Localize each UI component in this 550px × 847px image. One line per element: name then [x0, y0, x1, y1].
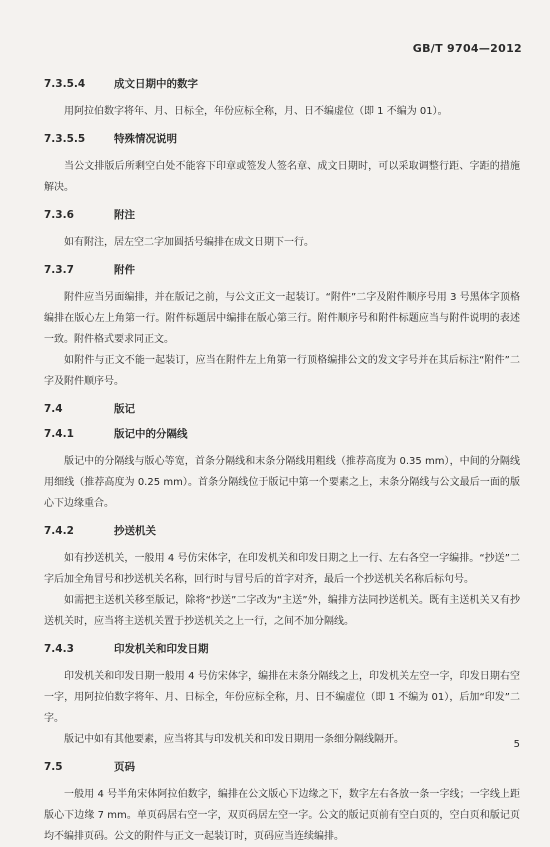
- section-number: 7.4.3: [44, 643, 74, 655]
- section-heading: [44, 76, 520, 92]
- section-number: 7.4.2: [44, 525, 74, 537]
- section-title: 特殊情况说明: [114, 133, 177, 145]
- page-number: 5: [513, 739, 520, 750]
- section-title: 版记: [114, 403, 135, 415]
- section-heading: [44, 401, 520, 417]
- section-title: 附件: [114, 264, 135, 276]
- paragraph: 当公文排版后所剩空白处不能容下印章或签发人签名章、成文日期时，可以采取调整行距、字距的措施解决。: [44, 161, 520, 193]
- section-number: 7.4: [44, 403, 63, 415]
- section-number: 7.3.6: [44, 209, 74, 221]
- section-number: 7.3.5.5: [44, 133, 86, 145]
- paragraph: 印发机关和印发日期一般用 4 号仿宋体字，编排在末条分隔线之上，印发机关左空一字，印发日期右空一字，用阿拉伯数字将年、月、日标全，年份应标全称，月、日不编虚位（即 1 不编为 01），后加“印发”二字。: [44, 671, 520, 724]
- section-heading: [44, 641, 520, 657]
- section-number: 7.3.7: [44, 264, 74, 276]
- section-title: 印发机关和印发日期: [114, 643, 209, 655]
- section-heading: [44, 262, 520, 278]
- section-number: 7.5: [44, 761, 63, 773]
- section-heading: [44, 207, 520, 223]
- standard-number-header: GB/T 9704—2012: [412, 42, 522, 55]
- section-heading: [44, 523, 520, 539]
- document-body: [44, 76, 520, 847]
- section-title: 附注: [114, 209, 135, 221]
- paragraph: 版记中的分隔线与版心等宽，首条分隔线和末条分隔线用粗线（推荐高度为 0.35 mm），中间的分隔线用细线（推荐高度为 0.25 mm）。首条分隔线位于版记中第一个要素之上，末条分隔线与公文最后一面的版心下边缘重合。: [44, 456, 520, 509]
- section-heading: [44, 426, 520, 442]
- paragraph: 附件应当另面编排，并在版记之前，与公文正文一起装订。“附件”二字及附件顺序号用 3 号黑体字顶格编排在版心左上角第一行。附件标题居中编排在版心第三行。附件顺序号和附件标题应当与附件说明的表述一致。附件格式要求同正文。: [44, 292, 520, 345]
- paragraph: 如有抄送机关，一般用 4 号仿宋体字，在印发机关和印发日期之上一行、左右各空一字编排。“抄送”二字后加全角冒号和抄送机关名称，回行时与冒号后的首字对齐，最后一个抄送机关名称后标句号。: [44, 553, 520, 585]
- paragraph: 用阿拉伯数字将年、月、日标全，年份应标全称，月、日不编虚位（即 1 不编为 01）。: [64, 106, 448, 117]
- section-title: 页码: [114, 761, 135, 773]
- paragraph: 一般用 4 号半角宋体阿拉伯数字，编排在公文版心下边缘之下，数字左右各放一条一字线；一字线上距版心下边缘 7 mm。单页码居右空一字，双页码居左空一字。公文的版记页前有空白页的，空白页和版记页均不编排页码。公文的附件与正文一起装订时，页码应当连续编排。: [44, 789, 520, 842]
- section-title: 抄送机关: [114, 525, 156, 537]
- paragraph: 版记中如有其他要素，应当将其与印发机关和印发日期用一条细分隔线隔开。: [64, 734, 404, 745]
- section-title: 成文日期中的数字: [114, 78, 198, 90]
- section-heading: [44, 759, 520, 775]
- paragraph: 如需把主送机关移至版记，除将“抄送”二字改为“主送”外，编排方法同抄送机关。既有主送机关又有抄送机关时，应当将主送机关置于抄送机关之上一行，之间不加分隔线。: [44, 595, 520, 627]
- section-number: 7.3.5.4: [44, 78, 86, 90]
- section-title: 版记中的分隔线: [114, 428, 188, 440]
- paragraph: 如附件与正文不能一起装订，应当在附件左上角第一行顶格编排公文的发文字号并在其后标注“附件”二字及附件顺序号。: [44, 355, 520, 387]
- paragraph: 如有附注，居左空二字加圆括号编排在成文日期下一行。: [64, 237, 314, 248]
- section-number: 7.4.1: [44, 428, 74, 440]
- section-heading: [44, 131, 520, 147]
